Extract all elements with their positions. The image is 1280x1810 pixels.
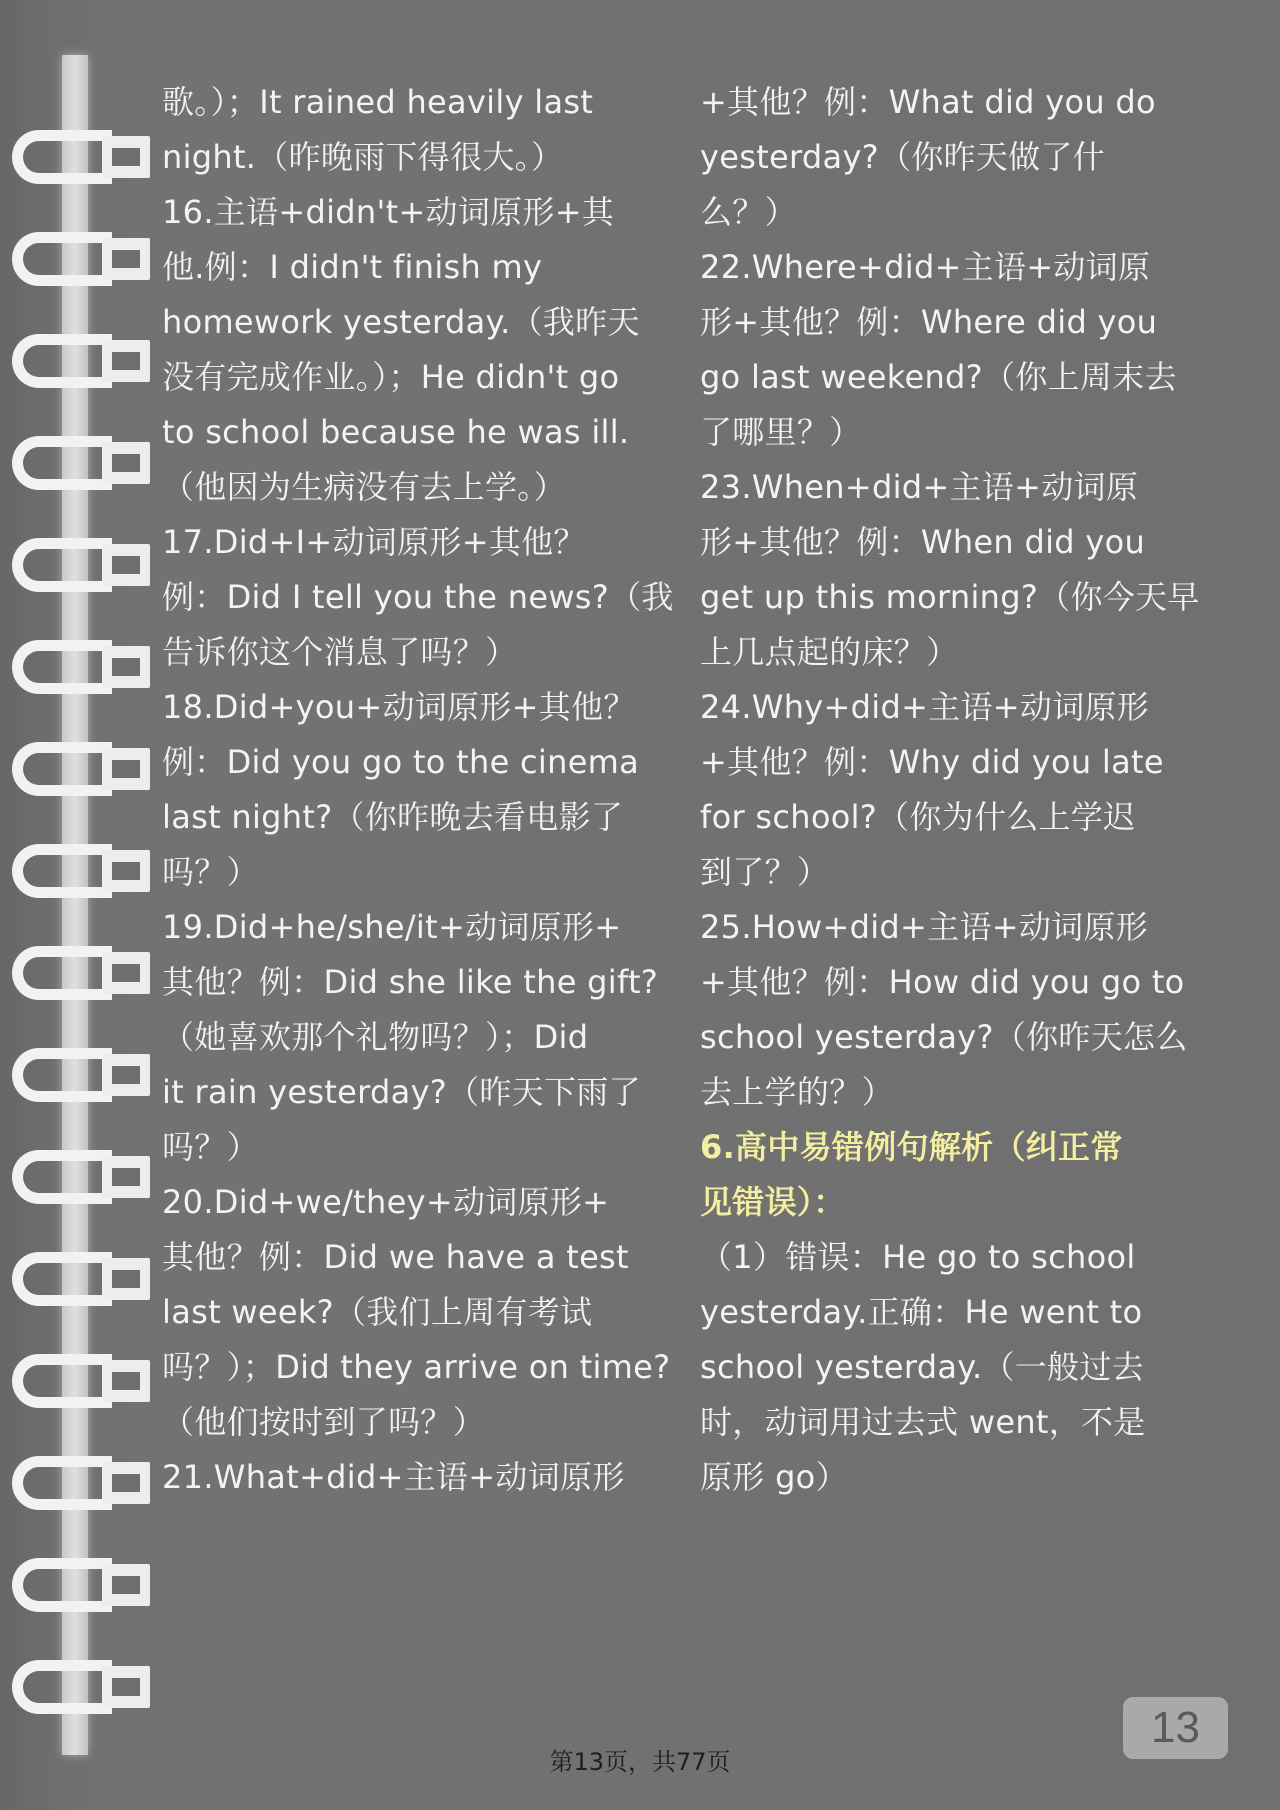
right-line: 形+其他？例：When did you [700, 523, 1146, 561]
right-line: （1）错误：He go to school [700, 1238, 1136, 1276]
right-line: 么？） [700, 193, 797, 231]
left-column [162, 75, 682, 1505]
right-line: +其他？例：What did you do [700, 83, 1156, 121]
left-line: night.（昨晚雨下得很大。） [162, 138, 564, 176]
right-line: +其他？例：Why did you late [700, 743, 1164, 781]
right-column [700, 75, 1220, 1505]
left-line: 18.Did+you+动词原形+其他？ [162, 688, 636, 726]
right-line: 形+其他？例：Where did you [700, 303, 1158, 341]
right-line: 22.Where+did+主语+动词原 [700, 248, 1151, 286]
section-heading: 6.高中易错例句解析（纠正常 [700, 1128, 1123, 1166]
left-line: 20.Did+we/they+动词原形+ [162, 1183, 610, 1221]
right-line: yesterday?（你昨天做了什 [700, 138, 1106, 176]
left-line: 告诉你这个消息了吗？） [162, 633, 518, 671]
right-line: get up this morning?（你今天早 [700, 578, 1200, 616]
right-line: school yesterday?（你昨天怎么 [700, 1018, 1188, 1056]
spiral-ring [12, 1150, 147, 1208]
right-line: 原形 go） [700, 1458, 848, 1496]
left-line: 他.例：I didn't finish my [162, 248, 543, 286]
right-line: 时，动词用过去式 went，不是 [700, 1403, 1146, 1441]
page-number-badge: 13 [1123, 1697, 1228, 1759]
left-line: homework yesterday.（我昨天 [162, 303, 640, 341]
spiral-ring [12, 1252, 147, 1310]
spiral-ring [12, 742, 147, 800]
spiral-ring [12, 1660, 147, 1718]
page-footer: 第13页，共77页 [549, 1748, 731, 1776]
right-line: +其他？例：How did you go to [700, 963, 1185, 1001]
left-line: it rain yesterday?（昨天下雨了 [162, 1073, 641, 1111]
right-line: for school?（你为什么上学迟 [700, 798, 1136, 836]
right-line: school yesterday.（一般过去 [700, 1348, 1144, 1386]
left-line: 17.Did+I+动词原形+其他？ [162, 523, 586, 561]
spiral-ring [12, 946, 147, 1004]
left-line: 19.Did+he/she/it+动词原形+ [162, 908, 622, 946]
left-line: 没有完成作业。）；He didn't go [162, 358, 620, 396]
left-line: 其他？例：Did she like the gift? [162, 963, 659, 1001]
spiral-ring [12, 130, 147, 188]
spiral-ring [12, 334, 147, 392]
right-line: 25.How+did+主语+动词原形 [700, 908, 1149, 946]
left-line: 其他？例：Did we have a test [162, 1238, 629, 1276]
spiral-ring [12, 232, 147, 290]
left-line: 歌。）；It rained heavily last [162, 83, 594, 121]
spiral-ring [12, 436, 147, 494]
spiral-ring [12, 844, 147, 902]
left-line: 例：Did you go to the cinema [162, 743, 640, 781]
left-line: last week?（我们上周有考试 [162, 1293, 593, 1331]
left-line: 21.What+did+主语+动词原形 [162, 1458, 625, 1496]
right-line: yesterday.正确：He went to [700, 1293, 1143, 1331]
right-line: 23.When+did+主语+动词原 [700, 468, 1139, 506]
right-line: 到了？） [700, 853, 830, 891]
left-line: （她喜欢那个礼物吗？）；Did [162, 1018, 589, 1056]
spiral-ring [12, 1456, 147, 1514]
spiral-ring [12, 640, 147, 698]
spiral-ring [12, 1354, 147, 1412]
left-line: to school because he was ill. [162, 413, 630, 451]
left-line: （他因为生病没有去上学。） [162, 468, 566, 506]
left-line: （他们按时到了吗？） [162, 1403, 486, 1441]
spiral-ring [12, 1558, 147, 1616]
spiral-ring [12, 1048, 147, 1106]
spiral-binding-icon [0, 55, 150, 1755]
left-line: 吗？） [162, 1128, 259, 1166]
left-line: last night?（你昨晚去看电影了 [162, 798, 624, 836]
right-line: 了哪里？） [700, 413, 862, 451]
right-line: go last weekend?（你上周末去 [700, 358, 1177, 396]
right-line: 去上学的？） [700, 1073, 894, 1111]
right-line: 24.Why+did+主语+动词原形 [700, 688, 1150, 726]
left-line: 吗？） [162, 853, 259, 891]
section-heading: 见错误）： [700, 1183, 846, 1221]
spiral-ring [12, 538, 147, 596]
left-line: 例：Did I tell you the news?（我 [162, 578, 674, 616]
left-line: 吗？）；Did they arrive on time? [162, 1348, 671, 1386]
left-line: 16.主语+didn't+动词原形+其 [162, 193, 615, 231]
right-line: 上几点起的床？） [700, 633, 959, 671]
